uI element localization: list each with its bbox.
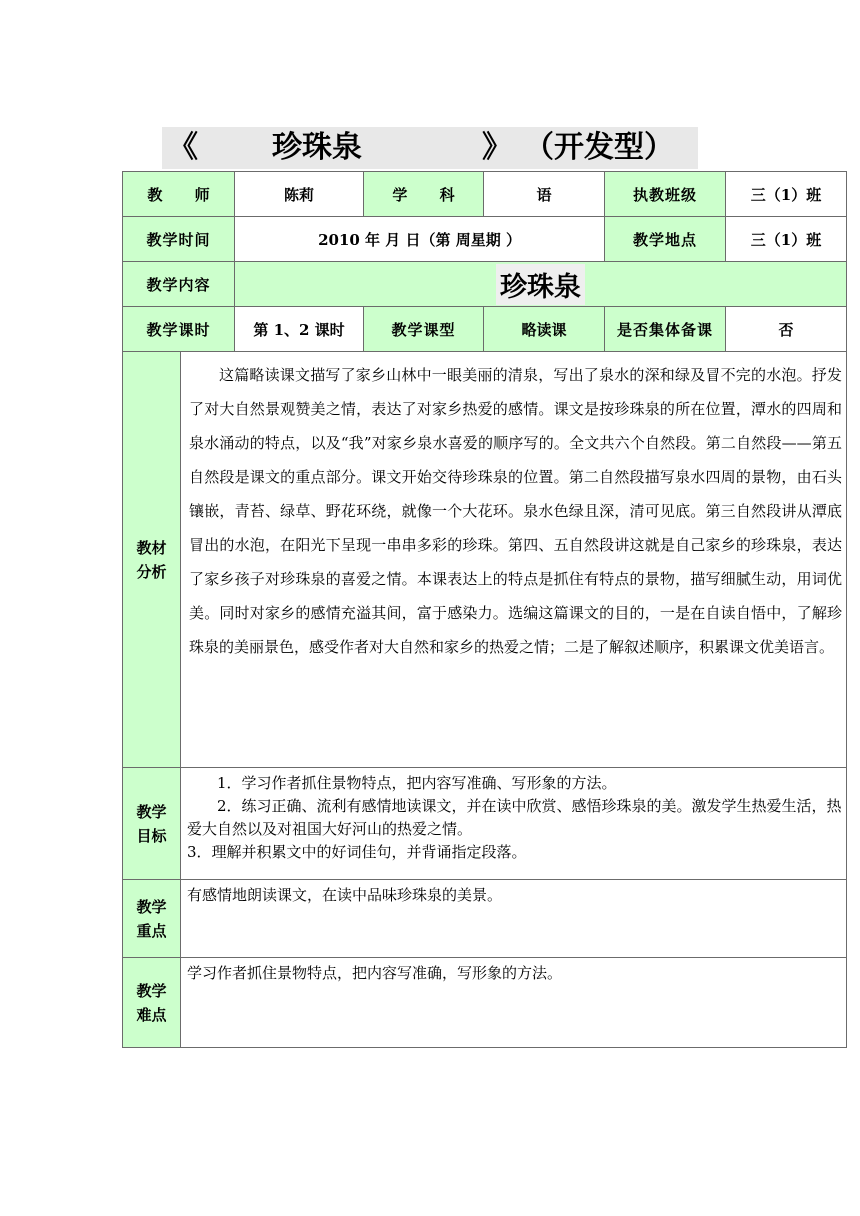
difficulty-text: 学习作者抓住景物特点，把内容写准确，写形象的方法。 xyxy=(181,958,847,1048)
row-focus xyxy=(123,880,847,958)
goals-label: 教学 目标 xyxy=(123,768,181,880)
teacher-value: 陈莉 xyxy=(235,172,364,217)
place-label: 教学地点 xyxy=(605,217,726,262)
title-bracket-open: 《 xyxy=(168,130,198,165)
row-analysis xyxy=(123,352,847,768)
content-value: 珍珠泉 xyxy=(496,264,585,305)
teacher-label: 教 师 xyxy=(123,172,235,217)
row-content xyxy=(123,262,847,307)
content-label: 教学内容 xyxy=(123,262,235,307)
row-hours xyxy=(123,307,847,352)
difficulty-label: 教学 难点 xyxy=(123,958,181,1048)
title-bracket-close: 》 xyxy=(482,130,512,165)
goal-item-3: 3．理解并积累文中的好词佳句，并背诵指定段落。 xyxy=(187,843,527,861)
focus-text: 有感情地朗读课文，在读中品味珍珠泉的美景。 xyxy=(181,880,847,958)
document-title xyxy=(162,127,698,169)
collective-value: 否 xyxy=(726,307,847,352)
time-value: 2010 年 月 日（第 周星期 ） xyxy=(235,217,605,262)
title-type-label: （开发型） xyxy=(524,130,674,165)
class-value: 三（1）班 xyxy=(726,172,847,217)
row-goals xyxy=(123,768,847,880)
class-label: 执教班级 xyxy=(605,172,726,217)
collective-label: 是否集体备课 xyxy=(605,307,726,352)
analysis-text: 这篇略读课文描写了家乡山林中一眼美丽的清泉，写出了泉水的深和绿及冒不完的水泡。抒发了对大自然景观赞美之情，表达了对家乡热爱的感情。课文是按珍珠泉的所在位置，潭水的四周和泉水涌动的特点，以及“我”对家乡泉水喜爱的顺序写的。全文共六个自然段。第二自然段——第五自然段是课文的重点部分。课文开始交待珍珠泉的位置。第二自然段描写泉水四周的景物，由石头镶嵌，青苔、绿草、野花环绕，就像一个大花环。泉水色绿且深，清可见底。第三自然段讲从潭底冒出的水泡，在阳光下呈现一串串多彩的珍珠。第四、五自然段讲这就是自己家乡的珍珠泉，表达了家乡孩子对珍珠泉的喜爱之情。本课表达上的特点是抓住有特点的景物，描写细腻生动，用词优美。同时对家乡的感情充溢其间，富于感染力。选编这篇课文的目的，一是在自读自悟中，了解珍珠泉的美丽景色，感受作者对大自然和家乡的热爱之情；二是了解叙述顺序，积累课文优美语言。 xyxy=(189,366,843,656)
place-value: 三（1）班 xyxy=(726,217,847,262)
content-value-cell xyxy=(235,262,847,307)
hours-value: 第 1、2 课时 xyxy=(235,307,364,352)
hours-label: 教学课时 xyxy=(123,307,235,352)
title-lesson-name: 珍珠泉 xyxy=(272,130,362,165)
lesson-type-label: 教学课型 xyxy=(364,307,484,352)
goal-item-1: 1．学习作者抓住景物特点，把内容写准确、写形象的方法。 xyxy=(217,774,617,792)
analysis-text-cell xyxy=(181,352,847,768)
lesson-plan-table xyxy=(122,171,847,1048)
subject-label: 学 科 xyxy=(364,172,484,217)
row-difficulty xyxy=(123,958,847,1048)
row-time xyxy=(123,217,847,262)
analysis-label: 教材 分析 xyxy=(123,352,181,768)
subject-value: 语 xyxy=(484,172,605,217)
goal-item-2: 2．练习正确、流利有感情地读课文，并在读中欣赏、感悟珍珠泉的美。激发学生热爱生活，热爱大自然以及对祖国大好河山的热爱之情。 xyxy=(187,797,842,838)
focus-label: 教学 重点 xyxy=(123,880,181,958)
goals-text-cell xyxy=(181,768,847,880)
time-label: 教学时间 xyxy=(123,217,235,262)
lesson-type-value: 略读课 xyxy=(484,307,605,352)
row-teacher xyxy=(123,172,847,217)
